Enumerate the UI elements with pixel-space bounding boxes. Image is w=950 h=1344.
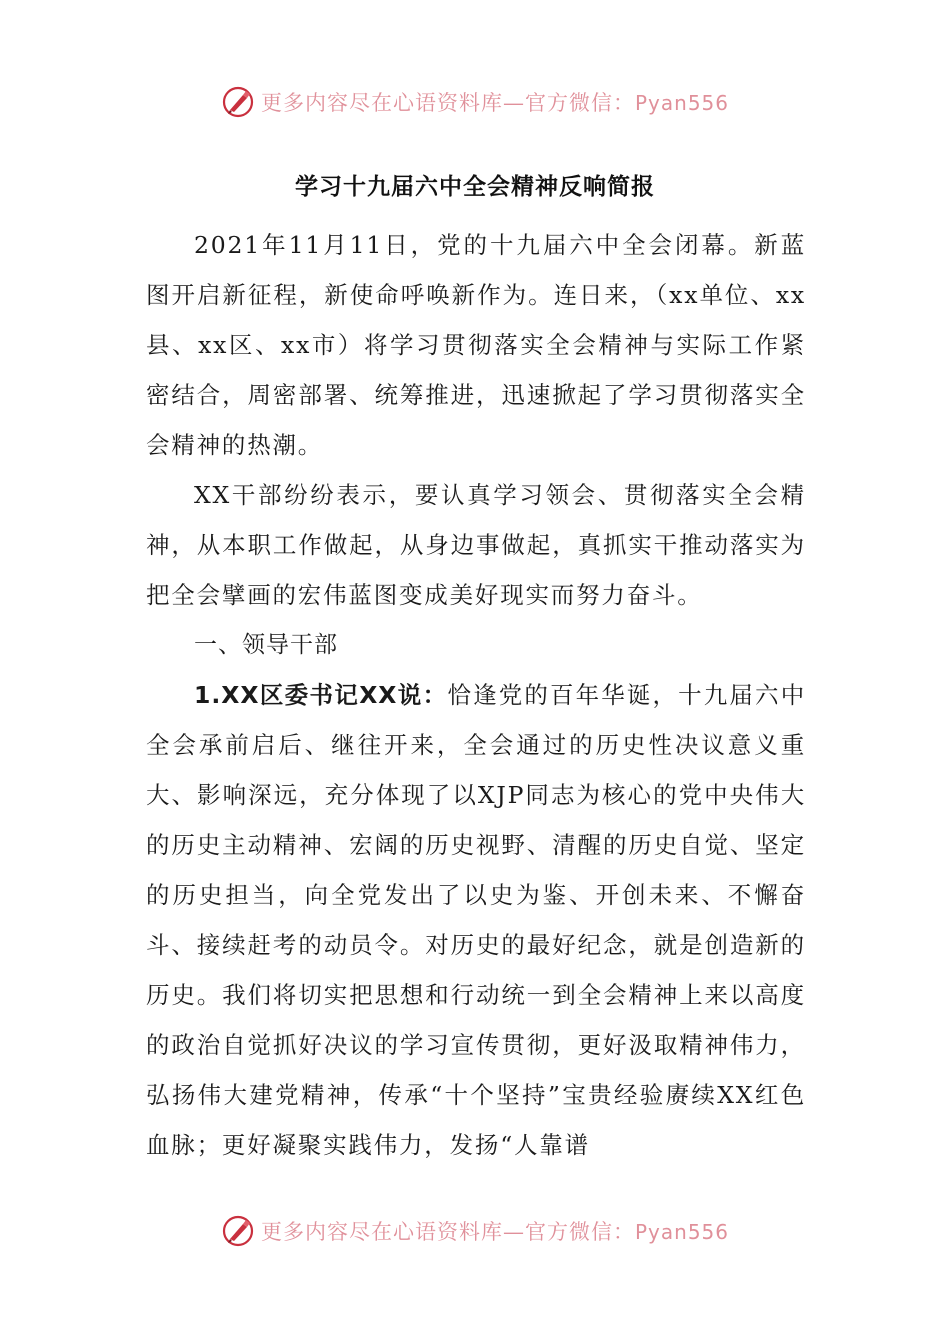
item-1-body: 恰逢党的百年华诞，十九届六中全会承前启后、继往开来，全会通过的历史性决议意义重大、影响深远，充分体现了以XJP同志为核心的党中央伟大的历史主动精神、宏阔的历史视野、清醒的历史自觉、坚定的历史担当，向全党发出了以史为鉴、开创未来、不懈奋斗、接续赶考的动员令。对历史的最好纪念，就是创造新的历史。我们将切实把思想和行动统一到全会精神上来以高度的政治自觉抓好决议的学习宣传贯彻，更好汲取精神伟力，弘扬伟大建党精神，传承“十个坚持”宝贵经验赓续XX红色血脉；更好凝聚实践伟力，发扬“人靠谱 [146,681,806,1159]
footer-watermark [0,1211,950,1251]
pen-nib-logo-icon [221,1214,255,1248]
watermark-handle: Pyan556 [634,91,729,115]
document-title: 学习十九届六中全会精神反响简报 [295,174,655,200]
pen-nib-logo-icon [221,85,255,119]
document-body [146,220,806,1170]
header-watermark [0,82,950,122]
paragraph-item-1 [146,670,806,1170]
paragraph-summary: XX干部纷纷表示，要认真学习领会、贯彻落实全会精神，从本职工作做起，从身边事做起，真抓实干推动落实为把全会擘画的宏伟蓝图变成美好现实而努力奋斗。 [146,481,806,609]
watermark-text: 更多内容尽在心语资料库—官方微信： [260,1220,635,1244]
watermark-text: 更多内容尽在心语资料库—官方微信： [260,91,635,115]
watermark-handle: Pyan556 [634,1220,729,1244]
paragraph-intro: 2021年11月11日，党的十九届六中全会闭幕。新蓝图开启新征程，新使命呼唤新作为。连日来，（xx单位、xx县、xx区、xx市）将学习贯彻落实全会精神与实际工作紧密结合，周密部署、统筹推进，迅速掀起了学习贯彻落实全会精神的热潮。 [146,231,806,459]
item-1-lead: 1.XX区委书记XX说： [194,681,448,709]
section-heading: 一、领导干部 [194,632,338,658]
